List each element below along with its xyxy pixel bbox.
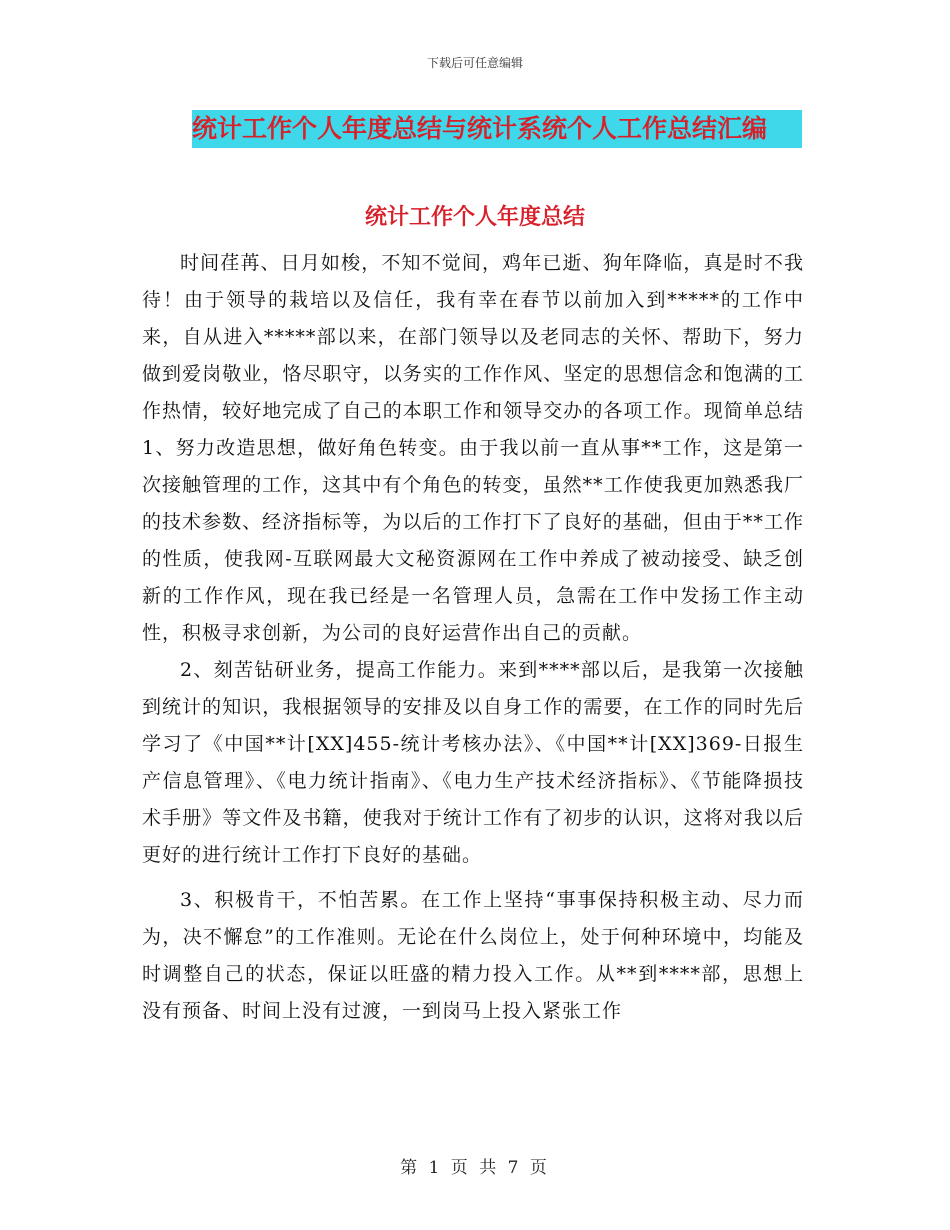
document-title: 统计工作个人年度总结与统计系统个人工作总结汇编 [192,110,802,148]
document-body [142,245,845,1030]
page-header: 下载后可任意编辑 [426,56,523,70]
page-number: 第 1 页 共 7 页 [400,1158,550,1178]
paragraph-1: 时间荏苒、日月如梭，不知不觉间，鸡年已逝、狗年降临，真是时不我待！由于领导的栽培以及信任，我有幸在春节以前加入到*****的工作中来，自从进入*****部以来，在部门领导以及老同志的关怀、帮助下，努力做到爱岗敬业，恪尽职守，以务实的工作作风、坚定的思想信念和饱满的工作热情，较好地完成了自己的本职工作和领导交办的各项工作。现简单总结 1、努力改造思想，做好角色转变。由于我以前一直从事**工作，这是第一次接触管理的工作，这其中有个角色的转变，虽然**工作使我更加熟悉我厂的技术参数、经济指标等，为以后的工作打下了良好的基础，但由于**工作的性质，使我网-互联网最大文秘资源网在工作中养成了被动接受、缺乏创新的工作作风，现在我已经是一名管理人员，急需在工作中发扬工作主动性，积极寻求创新，为公司的良好运营作出自己的贡献。 [142,252,845,644]
paragraph-3: 3、积极肯干，不怕苦累。在工作上坚持“事事保持积极主动、尽力而为，决不懈怠”的工作准则。无论在什么岗位上，处于何种环境中，均能及时调整自己的状态，保证以旺盛的精力投入工作。从**到****部，思想上没有预备、时间上没有过渡，一到岗马上投入紧张工作 [142,889,804,1022]
paragraph-2: 2、刻苦钻研业务，提高工作能力。来到****部以后，是我第一次接触到统计的知识，我根据领导的安排及以自身工作的需要，在工作的同时先后学习了《中国**计[XX]455-统计考核办法》、《中国**计[XX]369-日报生产信息管理》、《电力统计指南》、《电力生产技术经济指标》、《节能降损技术手册》等文件及书籍，使我对于统计工作有了初步的认识，这将对我以后更好的进行统计工作打下良好的基础。 [142,659,804,866]
section-title: 统计工作个人年度总结 [364,205,585,230]
